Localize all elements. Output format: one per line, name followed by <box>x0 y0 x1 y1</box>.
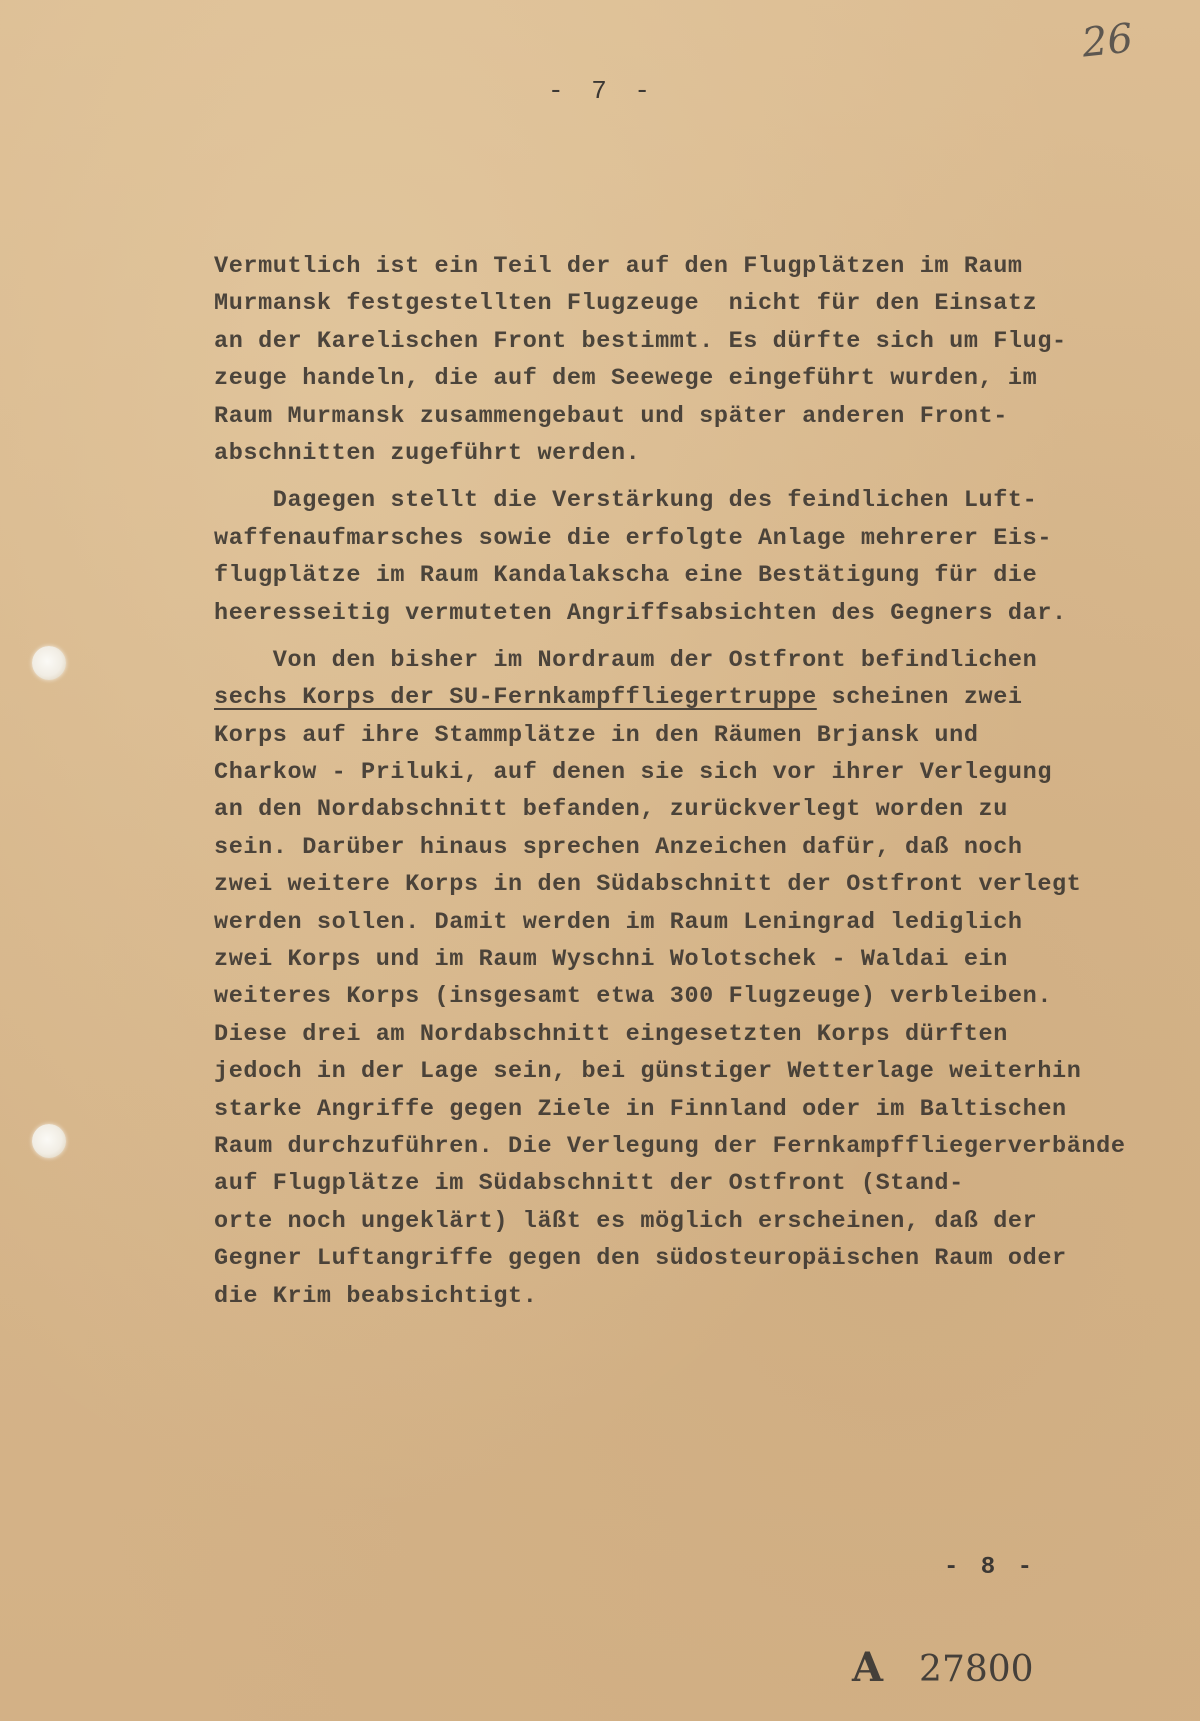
paragraph-2 <box>214 482 1194 632</box>
page-number: - 7 - <box>548 76 657 106</box>
text-line: an den Nordabschnitt befanden, zurückverlegt worden zu <box>214 796 1008 824</box>
text-line: die Krim beabsichtigt. <box>214 1282 538 1310</box>
text-line: Dagegen stellt die Verstärkung des feindlichen Luft- <box>214 487 1038 515</box>
text-line: Korps auf ihre Stammplätze in den Räumen Brjansk und <box>214 721 979 749</box>
text-line: Raum Murmansk zusammengebaut und später anderen Front- <box>214 402 1008 430</box>
text-line: Gegner Luftangriffe gegen den südosteuropäischen Raum oder <box>214 1245 1067 1273</box>
text-line: zeuge handeln, die auf dem Seewege eingeführt wurden, im <box>214 365 1038 393</box>
text-line: flugplätze im Raum Kandalakscha eine Bestätigung für die <box>214 562 1038 590</box>
text-line: Raum durchzuführen. Die Verlegung der Fernkampffliegerverbände <box>214 1132 1126 1160</box>
paragraph-1 <box>214 248 1194 472</box>
punch-hole-bottom <box>32 1124 66 1158</box>
text-line: jedoch in der Lage sein, bei günstiger Wetterlage weiterhin <box>214 1058 1082 1086</box>
text-line: Vermutlich ist ein Teil der auf den Flugplätzen im Raum <box>214 253 1023 280</box>
archive-number: 27800 <box>919 1649 1034 1690</box>
text-line: starke Angriffe gegen Ziele in Finnland oder im Baltischen <box>214 1095 1067 1123</box>
archive-number-stamp <box>852 1644 1034 1691</box>
text-line: zwei weitere Korps in den Südabschnitt der Ostfront verlegt <box>214 871 1082 899</box>
handwritten-folio-number: 26 <box>1079 15 1136 67</box>
next-page-indicator: - 8 - <box>944 1554 1037 1581</box>
text-line: sein. Darüber hinaus sprechen Anzeichen dafür, daß noch <box>214 833 1023 861</box>
text-line <box>214 679 1194 716</box>
text-line: abschnitten zugeführt werden. <box>214 439 641 467</box>
text-line: Von den bisher im Nordraum der Ostfront befindlichen <box>214 646 1038 674</box>
text-line-rest: scheinen zwei <box>816 684 1023 712</box>
punch-hole-top <box>32 646 66 680</box>
text-line: waffenaufmarsches sowie die erfolgte Anlage mehrerer Eis- <box>214 524 1053 552</box>
text-line: an der Karelischen Front bestimmt. Es dürfte sich um Flug- <box>214 327 1067 355</box>
archive-letter: A <box>852 1644 884 1691</box>
text-line: Charkow - Priluki, auf denen sie sich vor ihrer Verlegung <box>214 759 1053 787</box>
text-line: auf Flugplätze im Südabschnitt der Ostfront (Stand- <box>214 1170 964 1198</box>
text-line: weiteres Korps (insgesamt etwa 300 Flugzeuge) verbleiben. <box>214 983 1053 1011</box>
text-line: werden sollen. Damit werden im Raum Leningrad lediglich <box>214 908 1023 936</box>
text-line: zwei Korps und im Raum Wyschni Wolotschek - Waldai ein <box>214 946 1008 974</box>
text-line: heeresseitig vermuteten Angriffsabsichten des Gegners dar. <box>214 599 1067 627</box>
text-line: Diese drei am Nordabschnitt eingesetzten Korps dürften <box>214 1020 1008 1048</box>
underlined-phrase: sechs Korps der SU-Fernkampffliegertruppe <box>214 684 817 712</box>
document-body <box>214 248 1194 1315</box>
paragraph-3 <box>214 642 1194 1315</box>
text-line: orte noch ungeklärt) läßt es möglich erscheinen, daß der <box>214 1207 1038 1235</box>
text-line: Murmansk festgestellten Flugzeuge nicht für den Einsatz <box>214 290 1038 318</box>
